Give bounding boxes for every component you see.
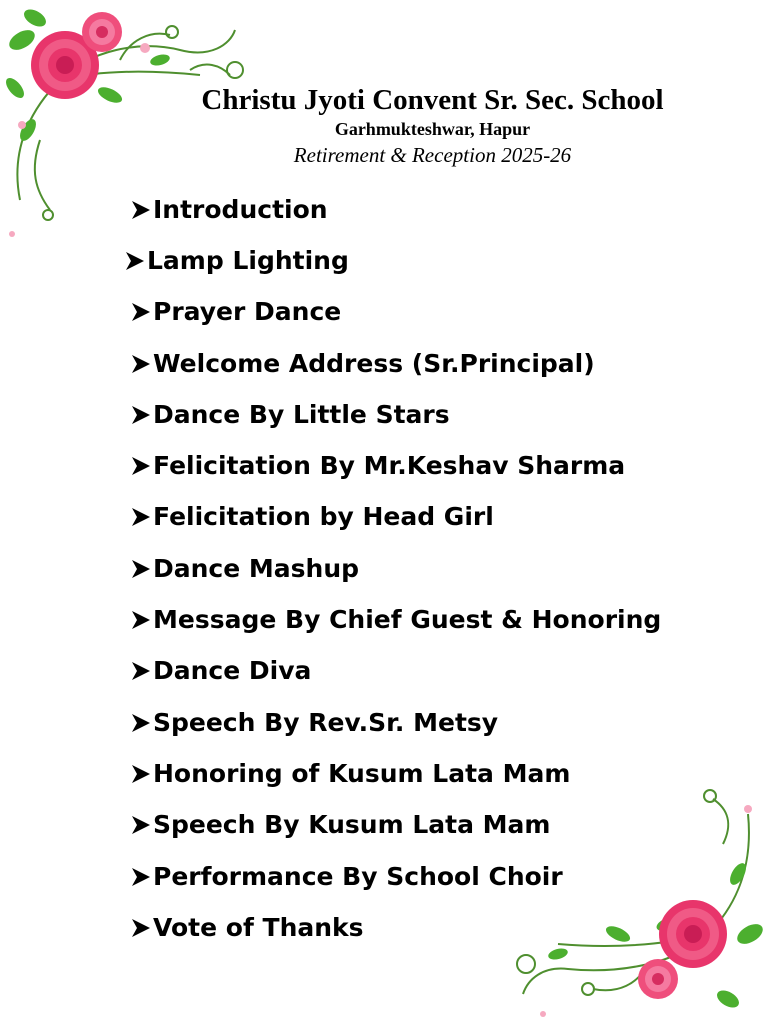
arrowhead-bullet-icon <box>130 351 152 377</box>
agenda-item <box>130 338 661 389</box>
agenda-item-label: Felicitation By Mr.Keshav Sharma <box>153 451 626 481</box>
agenda-list <box>130 184 661 953</box>
arrowhead-bullet-icon <box>130 607 152 633</box>
agenda-item-label: Felicitation by Head Girl <box>153 502 494 532</box>
school-name: Christu Jyoti Convent Sr. Sec. School <box>201 84 664 116</box>
agenda-item-label: Speech By Rev.Sr. Metsy <box>153 707 499 737</box>
agenda-item <box>130 543 661 594</box>
agenda-item <box>130 748 661 799</box>
agenda-item-label: Dance By Little Stars <box>153 399 450 429</box>
arrowhead-bullet-icon <box>130 197 152 223</box>
arrowhead-bullet-icon <box>130 453 152 479</box>
arrowhead-bullet-icon <box>130 556 152 582</box>
agenda-item <box>130 697 661 748</box>
agenda-item <box>130 800 661 851</box>
agenda-item-label: Speech By Kusum Lata Mam <box>153 810 551 840</box>
arrowhead-bullet-icon <box>124 248 146 274</box>
agenda-item <box>130 287 661 338</box>
agenda-item-label: Welcome Address (Sr.Principal) <box>153 348 595 378</box>
arrowhead-bullet-icon <box>130 864 152 890</box>
agenda-item-label: Lamp Lighting <box>147 245 349 275</box>
agenda-item-label: Honoring of Kusum Lata Mam <box>153 758 571 788</box>
school-location: Garhmukteshwar, Hapur <box>334 119 531 139</box>
arrowhead-bullet-icon <box>130 915 152 941</box>
agenda-item <box>130 646 661 697</box>
arrowhead-bullet-icon <box>130 761 152 787</box>
agenda-item-label: Message By Chief Guest & Honoring <box>153 605 662 635</box>
agenda-item-label: Dance Diva <box>153 656 312 686</box>
agenda-item <box>130 902 661 953</box>
agenda-item <box>130 492 661 543</box>
agenda-item-label: Prayer Dance <box>153 297 342 327</box>
event-title: Retirement & Reception 2025-26 <box>293 143 572 167</box>
arrowhead-bullet-icon <box>130 402 152 428</box>
agenda-item <box>130 594 661 645</box>
arrowhead-bullet-icon <box>130 504 152 530</box>
agenda-item-label: Dance Mashup <box>153 553 360 583</box>
arrowhead-bullet-icon <box>130 710 152 736</box>
agenda-item <box>130 440 661 491</box>
agenda-item <box>130 184 661 235</box>
agenda-item-label: Performance By School Choir <box>153 861 563 891</box>
arrowhead-bullet-icon <box>130 658 152 684</box>
arrowhead-bullet-icon <box>130 812 152 838</box>
agenda-item <box>130 389 661 440</box>
agenda-item <box>124 235 661 286</box>
agenda-item <box>130 851 661 902</box>
agenda-item-label: Introduction <box>153 194 328 224</box>
agenda-item-label: Vote of Thanks <box>153 912 364 942</box>
arrowhead-bullet-icon <box>130 299 152 325</box>
